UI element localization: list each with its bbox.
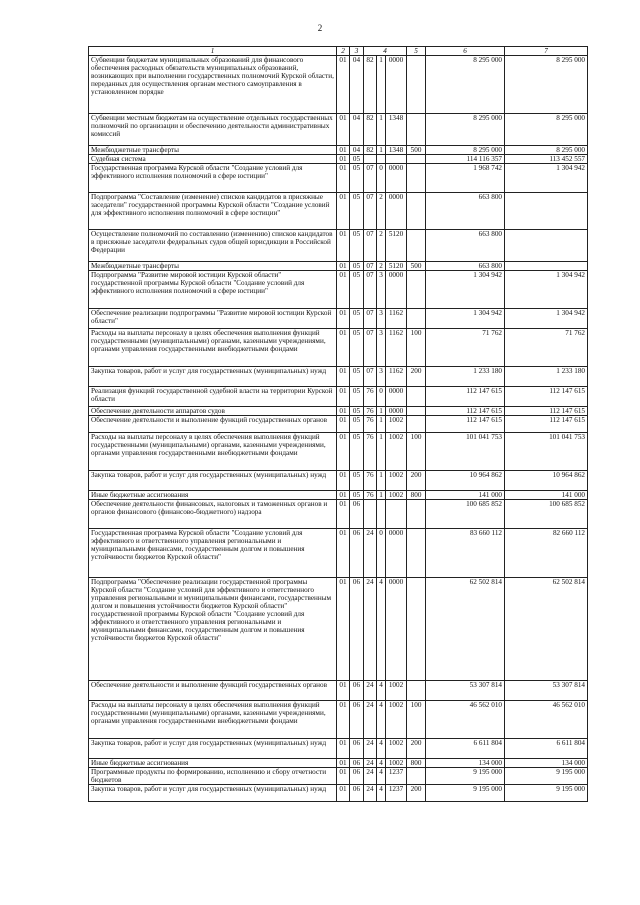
row-code-3: 05	[350, 387, 364, 407]
row-amount-7: 53 307 814	[505, 681, 588, 701]
row-code-3: 05	[350, 271, 364, 309]
row-code-4a: 24	[364, 739, 377, 759]
row-name: Государственная программа Курской области "Создание условий для эффективного и ответственного управления региональными и муниципальными финансами, государственным долгом и повышения устойчивости бюджетов Курской области"	[89, 529, 337, 578]
row-code-2: 01	[337, 367, 350, 387]
row-code-2: 01	[337, 230, 350, 262]
row-code-4a	[364, 155, 377, 164]
row-code-4c: 1002	[386, 701, 407, 739]
row-name: Субвенции местным бюджетам на осуществление отдельных государственных полномочий по организации и обеспечению деятельности административных комиссий	[89, 114, 337, 146]
row-code-4a: 24	[364, 529, 377, 578]
row-amount-6: 141 000	[426, 491, 505, 500]
row-amount-7: 112 147 615	[505, 416, 588, 433]
row-code-4c: 1348	[386, 114, 407, 146]
row-amount-7	[505, 262, 588, 271]
row-amount-7: 1 233 180	[505, 367, 588, 387]
row-code-4a: 24	[364, 759, 377, 768]
header-col-1: 1	[89, 47, 337, 56]
header-row	[89, 47, 588, 56]
row-code-4b: 4	[377, 578, 386, 681]
row-code-5: 200	[407, 367, 426, 387]
row-code-4b: 1	[377, 471, 386, 491]
row-amount-7: 101 041 753	[505, 433, 588, 471]
row-amount-7: 8 295 000	[505, 114, 588, 146]
row-code-4a: 76	[364, 416, 377, 433]
table-row	[89, 56, 588, 114]
row-code-2: 01	[337, 387, 350, 407]
row-name: Подпрограмма "Обеспечение реализации государственной программы Курской области "Создание условий для эффективного и ответственного управления региональными и муниципальными финансами, государственным долгом и повышения устойчивости бюджетов Курской области" государственной программы Курской области "Создание условий для эффективного и ответственного управления региональными и муниципальными финансами, государственным долгом и повышения устойчивости бюджетов Курской области"	[89, 578, 337, 681]
row-amount-7: 10 964 862	[505, 471, 588, 491]
row-code-4b: 0	[377, 529, 386, 578]
row-code-3: 05	[350, 407, 364, 416]
row-code-4b: 0	[377, 387, 386, 407]
row-code-3: 04	[350, 114, 364, 146]
row-code-5	[407, 387, 426, 407]
row-code-4b: 1	[377, 407, 386, 416]
row-code-4a: 07	[364, 230, 377, 262]
row-code-3: 05	[350, 329, 364, 367]
row-name: Иные бюджетные ассигнования	[89, 759, 337, 768]
row-code-4a: 07	[364, 367, 377, 387]
row-code-4a: 76	[364, 471, 377, 491]
row-name: Иные бюджетные ассигнования	[89, 491, 337, 500]
row-amount-7: 9 195 000	[505, 785, 588, 802]
row-name: Осуществление полномочий по составлению (изменению) списков кандидатов в присяжные заседатели федеральных судов общей юрисдикции в Российской Федерации	[89, 230, 337, 262]
header-col-5: 5	[407, 47, 426, 56]
table-row	[89, 578, 588, 681]
table-row	[89, 491, 588, 500]
row-name: Закупка товаров, работ и услуг для государственных (муниципальных) нужд	[89, 367, 337, 387]
row-code-5: 200	[407, 739, 426, 759]
row-name: Государственная программа Курской области "Создание условий для эффективного исполнения полномочий в сфере юстиции"	[89, 164, 337, 193]
row-code-4c: 1002	[386, 416, 407, 433]
row-code-3: 06	[350, 739, 364, 759]
row-amount-6: 100 685 852	[426, 500, 505, 529]
row-amount-6: 112 147 615	[426, 387, 505, 407]
row-code-2: 01	[337, 271, 350, 309]
header-col-2: 2	[337, 47, 350, 56]
row-code-2: 01	[337, 500, 350, 529]
row-code-5	[407, 529, 426, 578]
row-code-4b: 4	[377, 701, 386, 739]
row-code-5: 100	[407, 433, 426, 471]
row-code-4c: 1162	[386, 309, 407, 329]
row-amount-7: 100 685 852	[505, 500, 588, 529]
row-code-2: 01	[337, 329, 350, 367]
row-code-4a: 76	[364, 407, 377, 416]
table-row	[89, 416, 588, 433]
row-amount-6: 663 800	[426, 230, 505, 262]
row-name: Обеспечение деятельности финансовых, налоговых и таможенных органов и органов финансового (финансово-бюджетного) надзора	[89, 500, 337, 529]
row-name: Межбюджетные трансферты	[89, 262, 337, 271]
row-code-4a: 24	[364, 768, 377, 785]
row-amount-6: 1 233 180	[426, 367, 505, 387]
row-code-4c: 0000	[386, 271, 407, 309]
row-amount-6: 1 304 942	[426, 309, 505, 329]
row-code-4b: 4	[377, 768, 386, 785]
row-code-3: 05	[350, 471, 364, 491]
row-amount-6: 134 000	[426, 759, 505, 768]
row-amount-6: 1 304 942	[426, 271, 505, 309]
row-amount-6: 1 968 742	[426, 164, 505, 193]
row-code-2: 01	[337, 309, 350, 329]
row-code-3: 06	[350, 500, 364, 529]
row-amount-6: 62 502 814	[426, 578, 505, 681]
row-code-2: 01	[337, 416, 350, 433]
row-code-4b: 4	[377, 681, 386, 701]
row-name: Судебная система	[89, 155, 337, 164]
row-code-5	[407, 271, 426, 309]
row-code-5: 100	[407, 329, 426, 367]
table-row	[89, 271, 588, 309]
table-row	[89, 407, 588, 416]
row-code-4b: 3	[377, 367, 386, 387]
row-code-4b: 1	[377, 114, 386, 146]
row-code-2: 01	[337, 56, 350, 114]
row-amount-6: 101 041 753	[426, 433, 505, 471]
row-code-3: 05	[350, 491, 364, 500]
row-code-5	[407, 193, 426, 230]
row-code-4c: 1002	[386, 491, 407, 500]
row-code-4c: 0000	[386, 529, 407, 578]
row-code-5	[407, 155, 426, 164]
row-code-4b: 0	[377, 164, 386, 193]
row-code-4c	[386, 500, 407, 529]
row-code-5	[407, 56, 426, 114]
row-amount-6: 112 147 615	[426, 407, 505, 416]
row-code-4b: 1	[377, 491, 386, 500]
row-code-4b: 2	[377, 262, 386, 271]
row-code-4a: 07	[364, 262, 377, 271]
table-row	[89, 193, 588, 230]
header-col-3: 3	[350, 47, 364, 56]
row-name: Обеспечение деятельности и выполнение функций государственных органов	[89, 681, 337, 701]
row-amount-7: 1 304 942	[505, 164, 588, 193]
row-amount-6: 53 307 814	[426, 681, 505, 701]
table-row	[89, 164, 588, 193]
row-code-4b: 4	[377, 759, 386, 768]
table-row	[89, 759, 588, 768]
row-code-3: 05	[350, 193, 364, 230]
row-code-4b: 1	[377, 56, 386, 114]
row-code-4b: 1	[377, 146, 386, 155]
row-code-4c: 1002	[386, 759, 407, 768]
row-code-4b: 4	[377, 785, 386, 802]
row-amount-6: 663 800	[426, 262, 505, 271]
row-code-3: 06	[350, 578, 364, 681]
row-amount-7	[505, 230, 588, 262]
row-amount-6: 9 195 000	[426, 768, 505, 785]
row-code-2: 01	[337, 785, 350, 802]
row-code-2: 01	[337, 262, 350, 271]
row-code-4c: 5120	[386, 262, 407, 271]
row-code-3: 06	[350, 701, 364, 739]
row-code-4c: 1162	[386, 367, 407, 387]
row-name: Подпрограмма "Развитие мировой юстиции Курской области" государственной программы Курской области "Создание условий для эффективного исполнения полномочий в сфере юстиции"	[89, 271, 337, 309]
row-code-5: 200	[407, 785, 426, 802]
row-code-4c: 0000	[386, 407, 407, 416]
row-code-4b: 3	[377, 309, 386, 329]
row-code-5	[407, 681, 426, 701]
header-col-4: 4	[364, 47, 407, 56]
row-code-5: 100	[407, 701, 426, 739]
row-code-4a: 76	[364, 491, 377, 500]
row-name: Программные продукты по формированию, исполнению и сбору отчетности бюджетов	[89, 768, 337, 785]
row-code-2: 01	[337, 164, 350, 193]
page-number: 2	[317, 23, 323, 33]
budget-table	[88, 46, 588, 802]
table-row	[89, 367, 588, 387]
row-code-2: 01	[337, 433, 350, 471]
row-amount-7	[505, 193, 588, 230]
table-row	[89, 387, 588, 407]
row-amount-7: 1 304 942	[505, 271, 588, 309]
row-code-2: 01	[337, 193, 350, 230]
row-code-5: 500	[407, 262, 426, 271]
row-name: Закупка товаров, работ и услуг для государственных (муниципальных) нужд	[89, 471, 337, 491]
row-code-4c: 1162	[386, 329, 407, 367]
row-name: Расходы на выплаты персоналу в целях обеспечения выполнения функций государственными (муниципальными) органами, казенными учреждениями, органами управления государственными внебюджетными фондами	[89, 701, 337, 739]
row-code-3: 06	[350, 681, 364, 701]
row-code-4b	[377, 155, 386, 164]
row-code-3: 06	[350, 785, 364, 802]
row-code-3: 04	[350, 56, 364, 114]
row-code-4c: 0000	[386, 164, 407, 193]
table-body	[89, 56, 588, 802]
row-code-3: 05	[350, 433, 364, 471]
row-amount-7: 112 147 615	[505, 407, 588, 416]
row-code-4a: 24	[364, 785, 377, 802]
row-amount-6: 71 762	[426, 329, 505, 367]
row-name: Расходы на выплаты персоналу в целях обеспечения выполнения функций государственными (муниципальными) органами, казенными учреждениями, органами управления государственными внебюджетными фондами	[89, 433, 337, 471]
row-amount-7: 62 502 814	[505, 578, 588, 681]
row-code-5	[407, 416, 426, 433]
row-code-5	[407, 500, 426, 529]
table-row	[89, 529, 588, 578]
row-amount-6: 8 295 000	[426, 56, 505, 114]
row-name: Межбюджетные трансферты	[89, 146, 337, 155]
row-code-5: 800	[407, 759, 426, 768]
row-amount-7: 112 147 615	[505, 387, 588, 407]
row-code-3: 05	[350, 416, 364, 433]
row-amount-7: 6 611 804	[505, 739, 588, 759]
row-name: Обеспечение деятельности и выполнение функций государственных органов	[89, 416, 337, 433]
row-code-5	[407, 407, 426, 416]
table-row	[89, 701, 588, 739]
row-code-4a: 07	[364, 193, 377, 230]
row-code-5: 800	[407, 491, 426, 500]
row-amount-6: 663 800	[426, 193, 505, 230]
row-amount-6: 6 611 804	[426, 739, 505, 759]
row-amount-7: 113 452 557	[505, 155, 588, 164]
row-code-2: 01	[337, 681, 350, 701]
row-code-4a: 24	[364, 701, 377, 739]
row-code-3: 06	[350, 759, 364, 768]
row-code-4b: 3	[377, 271, 386, 309]
table-row	[89, 155, 588, 164]
row-code-3: 05	[350, 367, 364, 387]
row-code-3: 05	[350, 230, 364, 262]
table-row	[89, 329, 588, 367]
table-row	[89, 785, 588, 802]
row-code-4a	[364, 500, 377, 529]
row-code-3: 05	[350, 262, 364, 271]
table-row	[89, 500, 588, 529]
row-amount-6: 83 660 112	[426, 529, 505, 578]
row-code-4c: 1237	[386, 768, 407, 785]
table-row	[89, 768, 588, 785]
row-name: Расходы на выплаты персоналу в целях обеспечения выполнения функций государственными (муниципальными) органами, казенными учреждениями, органами управления государственными внебюджетными фондами	[89, 329, 337, 367]
row-code-5	[407, 768, 426, 785]
row-code-4b: 2	[377, 230, 386, 262]
row-code-4c: 0000	[386, 578, 407, 681]
row-code-4a: 24	[364, 681, 377, 701]
table-row	[89, 230, 588, 262]
row-code-3: 06	[350, 768, 364, 785]
row-code-5	[407, 164, 426, 193]
row-code-4c	[386, 155, 407, 164]
row-code-4c: 0000	[386, 387, 407, 407]
row-amount-7: 134 000	[505, 759, 588, 768]
row-code-2: 01	[337, 114, 350, 146]
header-col-6: 6	[426, 47, 505, 56]
row-amount-7: 1 304 942	[505, 309, 588, 329]
row-amount-6: 46 562 010	[426, 701, 505, 739]
row-code-4a: 07	[364, 309, 377, 329]
row-code-2: 01	[337, 578, 350, 681]
row-code-4c: 1002	[386, 471, 407, 491]
row-code-2: 01	[337, 491, 350, 500]
row-code-4c: 0000	[386, 56, 407, 114]
row-code-3: 04	[350, 146, 364, 155]
row-code-5	[407, 114, 426, 146]
row-code-3: 05	[350, 309, 364, 329]
table-row	[89, 309, 588, 329]
row-amount-7: 82 660 112	[505, 529, 588, 578]
row-code-2: 01	[337, 155, 350, 164]
row-name: Закупка товаров, работ и услуг для государственных (муниципальных) нужд	[89, 739, 337, 759]
row-code-4b: 2	[377, 193, 386, 230]
row-code-4c: 1237	[386, 785, 407, 802]
row-name: Обеспечение реализации подпрограммы "Развитие мировой юстиции Курской области"	[89, 309, 337, 329]
row-code-5	[407, 578, 426, 681]
row-name: Обеспечение деятельности аппаратов судов	[89, 407, 337, 416]
row-amount-6: 9 195 000	[426, 785, 505, 802]
row-amount-6: 114 116 357	[426, 155, 505, 164]
row-amount-7: 9 195 000	[505, 768, 588, 785]
table-row	[89, 433, 588, 471]
row-code-4a: 82	[364, 56, 377, 114]
row-code-2: 01	[337, 529, 350, 578]
row-code-4c: 1002	[386, 739, 407, 759]
row-name: Субвенции бюджетам муниципальных образований для финансового обеспечения расходных обязательств муниципальных образований, возникающих при выполнении государственных полномочий Курской области, переданных для осуществления органам местного самоуправления в установленном порядке	[89, 56, 337, 114]
table-row	[89, 739, 588, 759]
row-name: Закупка товаров, работ и услуг для государственных (муниципальных) нужд	[89, 785, 337, 802]
row-amount-7: 46 562 010	[505, 701, 588, 739]
row-code-4c: 1002	[386, 681, 407, 701]
row-code-4a: 07	[364, 271, 377, 309]
row-code-4a: 24	[364, 578, 377, 681]
row-code-5: 500	[407, 146, 426, 155]
row-code-4b	[377, 500, 386, 529]
row-amount-6: 8 295 000	[426, 114, 505, 146]
table-row	[89, 262, 588, 271]
row-amount-7: 141 000	[505, 491, 588, 500]
row-code-4b: 1	[377, 433, 386, 471]
row-code-4a: 82	[364, 114, 377, 146]
header-col-7: 7	[505, 47, 588, 56]
row-amount-7: 71 762	[505, 329, 588, 367]
row-code-5	[407, 309, 426, 329]
row-amount-6: 112 147 615	[426, 416, 505, 433]
row-code-4b: 1	[377, 416, 386, 433]
table-row	[89, 114, 588, 146]
row-amount-7: 8 295 000	[505, 56, 588, 114]
row-amount-7: 8 295 000	[505, 146, 588, 155]
row-code-2: 01	[337, 759, 350, 768]
row-amount-6: 8 295 000	[426, 146, 505, 155]
row-code-5: 200	[407, 471, 426, 491]
row-code-4a: 76	[364, 433, 377, 471]
row-code-3: 05	[350, 164, 364, 193]
row-code-3: 06	[350, 529, 364, 578]
row-name: Подпрограмма "Составление (изменение) списков кандидатов в присяжные заседатели" государственной программы Курской области "Создание условий для эффективного исполнения полномочий в сфере юстиции"	[89, 193, 337, 230]
row-code-2: 01	[337, 407, 350, 416]
row-name: Реализация функций государственной судебной власти на территории Курской области	[89, 387, 337, 407]
row-code-2: 01	[337, 146, 350, 155]
row-code-4c: 5120	[386, 230, 407, 262]
row-code-4b: 3	[377, 329, 386, 367]
row-code-2: 01	[337, 471, 350, 491]
row-code-4c: 1002	[386, 433, 407, 471]
row-code-2: 01	[337, 768, 350, 785]
row-code-4c: 1348	[386, 146, 407, 155]
row-code-5	[407, 230, 426, 262]
row-code-4a: 07	[364, 329, 377, 367]
row-code-4a: 07	[364, 164, 377, 193]
row-code-4b: 4	[377, 739, 386, 759]
row-amount-6: 10 964 862	[426, 471, 505, 491]
table-row	[89, 471, 588, 491]
row-code-4c: 0000	[386, 193, 407, 230]
row-code-2: 01	[337, 701, 350, 739]
table-row	[89, 146, 588, 155]
row-code-4a: 82	[364, 146, 377, 155]
row-code-2: 01	[337, 739, 350, 759]
row-code-4a: 76	[364, 387, 377, 407]
table-row	[89, 681, 588, 701]
row-code-3: 05	[350, 155, 364, 164]
